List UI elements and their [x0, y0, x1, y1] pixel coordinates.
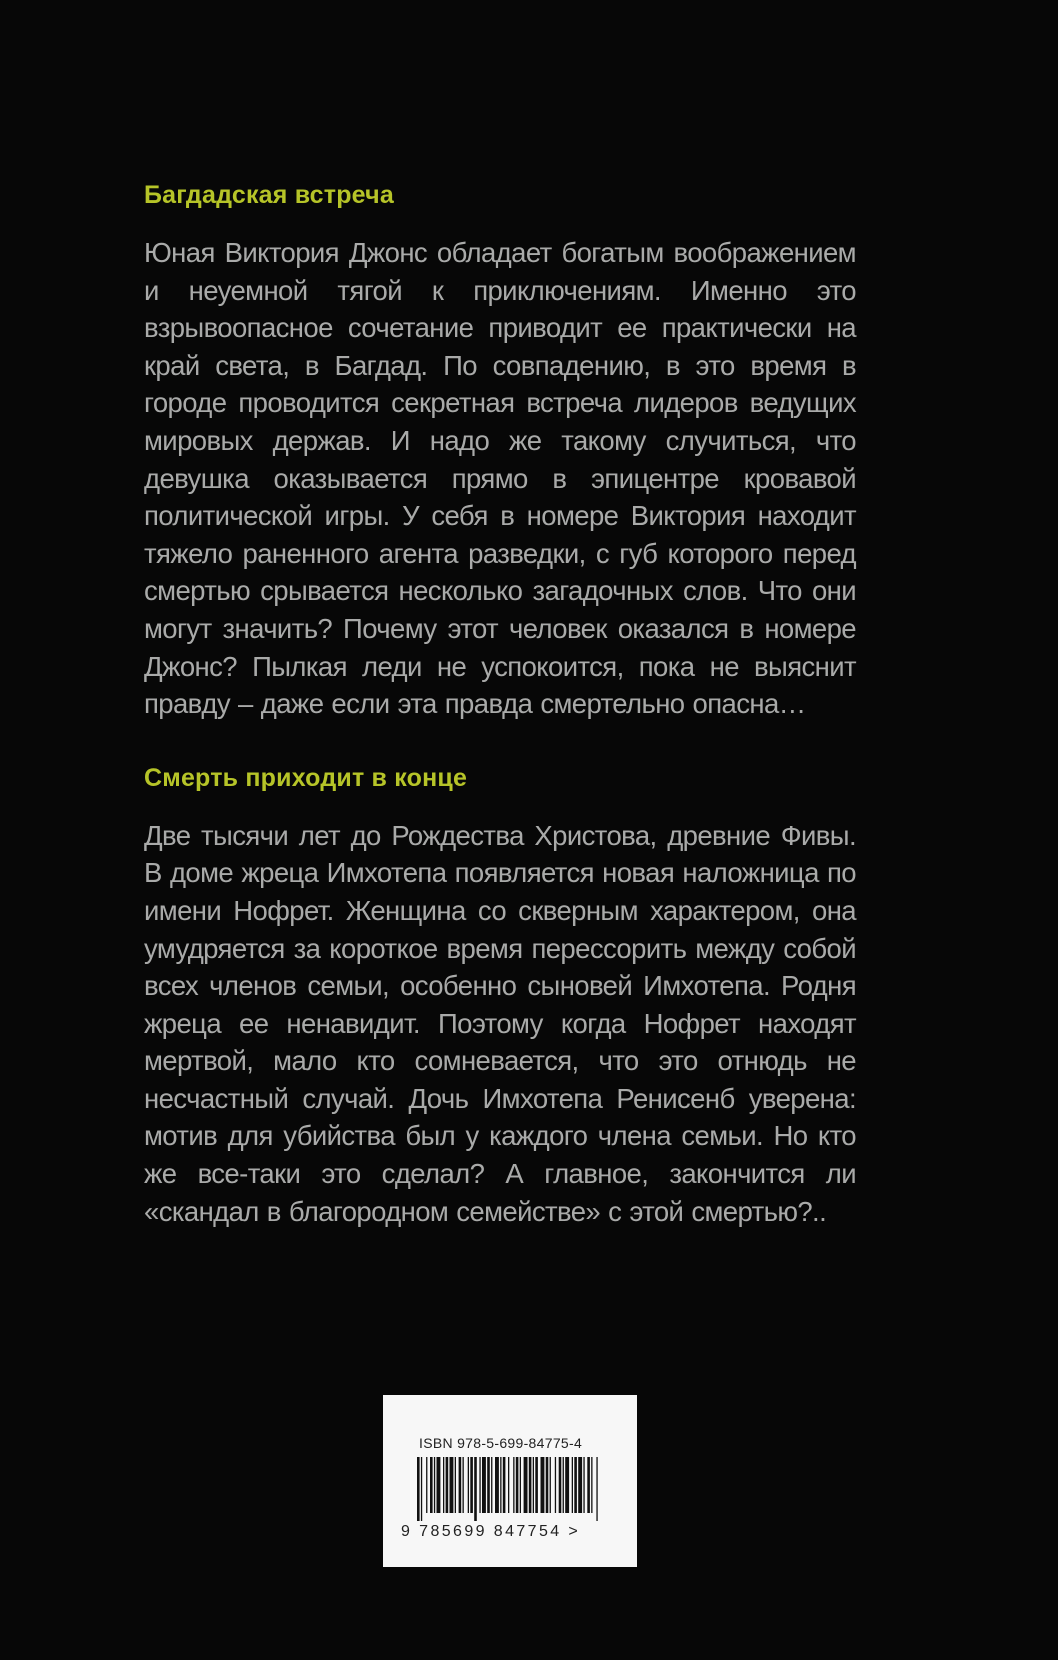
barcode-bar [583, 1457, 584, 1513]
barcode-bar [500, 1457, 501, 1513]
barcode-bar [559, 1457, 562, 1513]
barcode-bar [555, 1457, 556, 1513]
section-text: Юная Виктория Джонс обладает богатым воображением и неуемной тягой к приключениям. Именно это взрывоопасное сочетание приводит ее практически на край света, в Багдад. По совпадению, в это время в городе проводится секретная встреча лидеров ведущих мировых держав. И надо же такому случиться, что девушка оказывается прямо в эпицентре кровавой политической игры. У себя в номере Виктория находит тяжело раненного агента разведки, с губ которого перед смертью срывается несколько загадочных слов. Что они могут значить? Почему этот человек оказался в номере Джонс? Пылкая леди не успокоится, пока не выяснит правду – даже если эта правда смертельно опасна… [144, 237, 856, 720]
barcode-bar [508, 1457, 509, 1513]
section-death-comes-at-end [144, 763, 856, 1231]
barcode-bar [474, 1457, 477, 1521]
barcode-bar [524, 1457, 528, 1513]
barcode-bar [495, 1457, 499, 1513]
barcode-bar [417, 1457, 420, 1521]
section-title: Смерть приходит в конце [144, 763, 468, 792]
barcode-bar [546, 1457, 549, 1513]
section-title: Багдадская встреча [144, 181, 394, 209]
barcode-bar [503, 1457, 506, 1513]
barcode-bar [470, 1457, 473, 1513]
annotation-block [144, 180, 856, 1230]
ean-digits: 9 785699 847754 > [401, 1523, 581, 1540]
barcode-bar [596, 1457, 597, 1521]
barcode-icon [417, 1457, 601, 1521]
barcode-bar [450, 1457, 454, 1513]
barcode-bar [535, 1457, 538, 1513]
barcode-bar [459, 1457, 462, 1513]
barcode-bar [587, 1457, 590, 1513]
isbn-barcode-label [383, 1395, 637, 1567]
barcode-bar [550, 1457, 551, 1513]
barcode-bar [578, 1457, 582, 1513]
barcode-bar [487, 1457, 490, 1513]
barcode-bar [563, 1457, 564, 1513]
section-text: Две тысячи лет до Рождества Христова, древние Фивы. В доме жреца Имхотепа появляется новая наложница по имени Нофрет. Женщина со скверным характером, она умудряется за короткое время перессорить между собой всех членов семьи, особенно сыновей Имхотепа. Родня жреца ее ненавидит. Поэтому когда Нофрет находят мертвой, мало кто сомневается, что это отнюдь не несчастный случай. Дочь Имхотепа Ренисенб уверена: мотив для убийства был у каждого члена семьи. Но кто же все-таки это сделал? А главное, закончится ли «скандал в благородном семействе» с этой смертью?.. [144, 819, 856, 1227]
barcode-bar [565, 1457, 569, 1513]
barcode-bar [533, 1457, 534, 1513]
barcode-bar [516, 1457, 519, 1513]
barcode-bar [443, 1457, 444, 1513]
barcode-bar [455, 1457, 456, 1513]
barcode-bar [574, 1457, 577, 1513]
barcode-bar [520, 1457, 521, 1513]
barcode-bar [463, 1457, 464, 1513]
barcode-bar [491, 1457, 492, 1513]
section-bagdad [144, 180, 856, 723]
isbn-number: ISBN 978-5-699-84775-4 [419, 1435, 583, 1451]
barcode-bar [437, 1457, 441, 1513]
barcode-bar [426, 1457, 427, 1513]
barcode-bar [572, 1457, 573, 1513]
barcode-bar [430, 1457, 433, 1513]
barcode-bar [513, 1457, 514, 1513]
barcode-bar [482, 1457, 486, 1513]
barcode-bar [529, 1457, 532, 1513]
barcode-bar [468, 1457, 469, 1513]
barcode-bar [591, 1457, 592, 1513]
barcode-bar [446, 1457, 449, 1513]
barcode-bar [541, 1457, 545, 1513]
barcode-bar [421, 1457, 422, 1521]
barcode-bar [479, 1457, 480, 1513]
barcode-bar [434, 1457, 435, 1513]
